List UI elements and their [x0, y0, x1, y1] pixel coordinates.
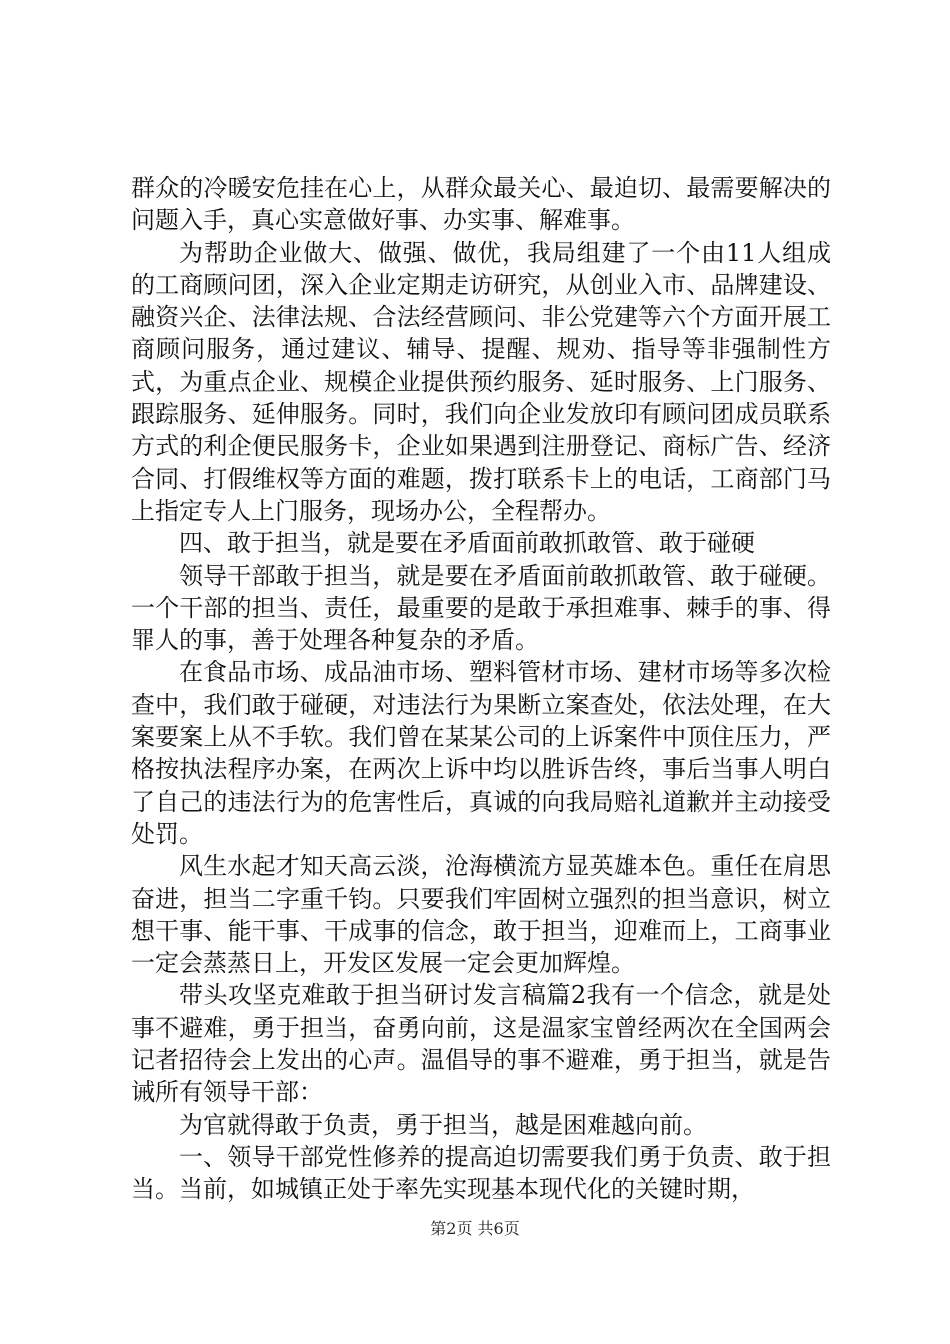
paragraph-1: 群众的冷暖安危挂在心上，从群众最关心、最迫切、最需要解决的问题入手，真心实意做好事、办实事、解难事。 [131, 174, 831, 235]
paragraph-5: 风生水起才知天高云淡，沧海横流方显英雄本色。重任在肩思奋进，担当二字重千钧。只要我们牢固树立强烈的担当意识，树立想干事、能干事、干成事的信念，敢于担当，迎难而上，工商事业一定会蒸蒸日上，开发区发展一定会更加辉煌。 [131, 852, 831, 978]
paragraph-2: 为帮助企业做大、做强、做优，我局组建了一个由11人组成的工商顾问团，深入企业定期走访研究，从创业入市、品牌建设、融资兴企、法律法规、合法经营顾问、非公党建等六个方面开展工商顾问服务，通过建议、辅导、提醒、规劝、指导等非强制性方式，为重点企业、规模企业提供预约服务、延时服务、上门服务、跟踪服务、延伸服务。同时，我们向企业发放印有顾问团成员联系方式的利企便民服务卡，企业如果遇到注册登记、商标广告、经济合同、打假维权等方面的难题，拨打联系卡上的电话，工商部门马上指定专人上门服务，现场办公，全程帮办。 [131, 238, 831, 525]
section-heading-4: 四、敢于担当，就是要在矛盾面前敢抓敢管、敢于碰硬 [179, 529, 755, 558]
paragraph-7: 为官就得敢于负责，勇于担当，越是困难越向前。 [179, 1110, 707, 1139]
paragraph-4: 在食品市场、成品油市场、塑料管材市场、建材市场等多次检查中，我们敢于碰硬，对违法行为果断立案查处，依法处理，在大案要案上从不手软。我们曾在某某公司的上诉案件中顶住压力，严格按执法程序办案，在两次上诉中均以胜诉告终，事后当事人明白了自己的违法行为的危害性后，真诚的向我局赔礼道歉并主动接受处罚。 [131, 658, 831, 848]
paragraph-8: 一、领导干部党性修养的提高迫切需要我们勇于负责、敢于担当。当前，如城镇正处于率先实现基本现代化的关键时期， [131, 1142, 831, 1204]
paragraph-6: 带头攻坚克难敢于担当研讨发言稿篇2我有一个信念，就是处事不避难，勇于担当，奋勇向前，这是温家宝曾经两次在全国两会记者招待会上发出的心声。温倡导的事不避难，勇于担当，就是告诫所有领导干部： [131, 981, 831, 1107]
paragraph-3: 领导干部敢于担当，就是要在矛盾面前敢抓敢管、敢于碰硬。一个干部的担当、责任，最重要的是敢于承担难事、棘手的事、得罪人的事，善于处理各种复杂的矛盾。 [131, 561, 831, 655]
document-body [131, 172, 831, 1206]
page-footer: 第2页 共6页 [430, 1219, 520, 1238]
